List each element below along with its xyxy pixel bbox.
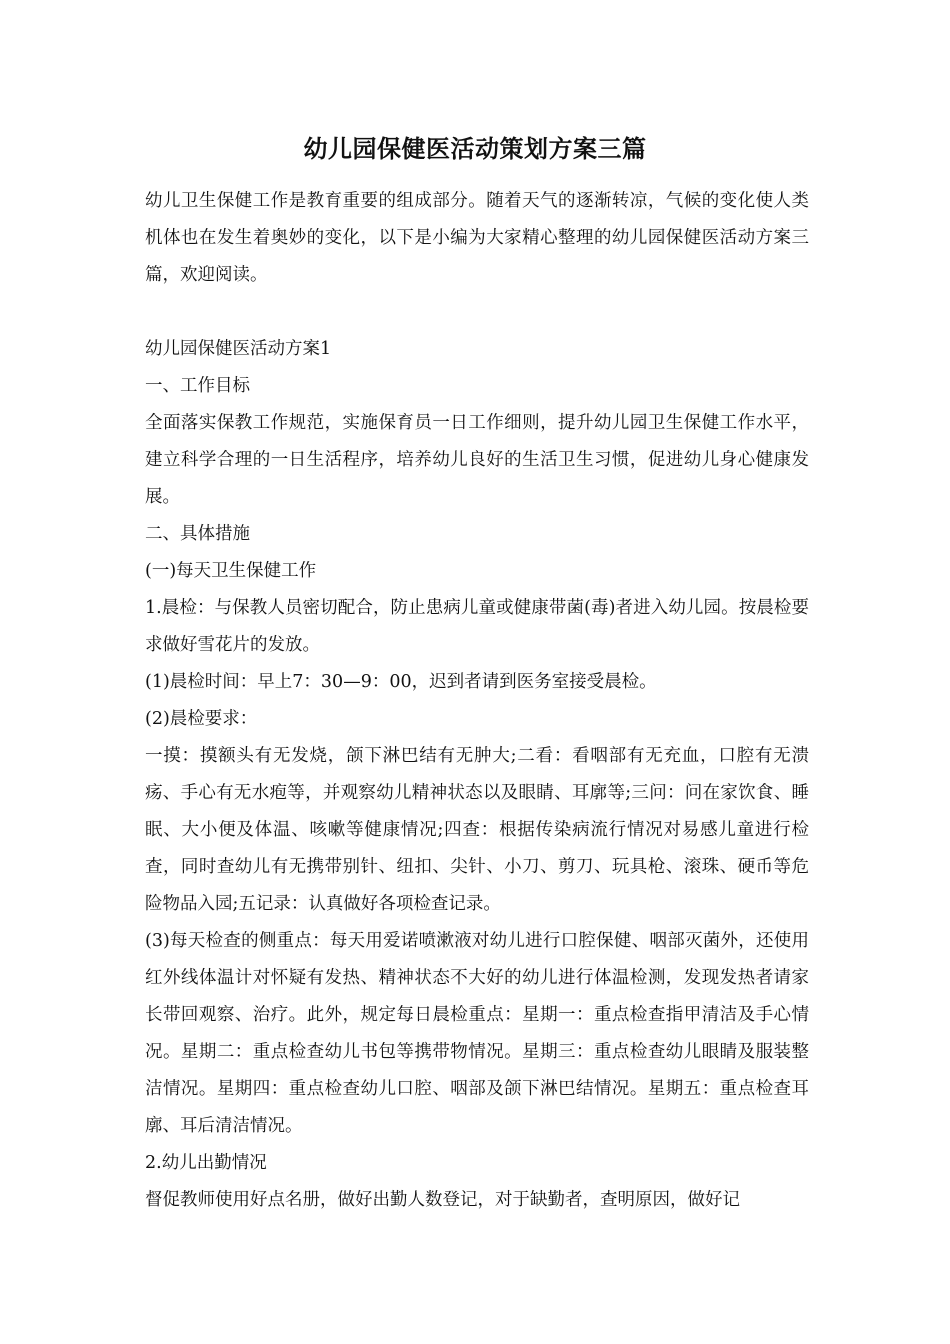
goal-heading: 一、工作目标	[145, 376, 250, 396]
intro-paragraph: 幼儿卫生保健工作是教育重要的组成部分。随着天气的逐渐转凉，气候的变化使人类机体也在发生着奥妙的变化，以下是小编为大家精心整理的幼儿园保健医活动方案三篇，欢迎阅读。	[145, 191, 809, 285]
check-time-paragraph: (1)晨检时间：早上7：30—9：00，迟到者请到医务室接受晨检。	[145, 672, 657, 692]
attendance-heading: 2.幼儿出勤情况	[145, 1153, 267, 1173]
daily-work-heading: (一)每天卫生保健工作	[145, 561, 317, 581]
document-title: 幼儿园保健医活动策划方案三篇	[303, 134, 647, 163]
document-body	[145, 183, 809, 1219]
measures-heading: 二、具体措施	[145, 524, 250, 544]
check-detail-paragraph: 一摸：摸额头有无发烧，颌下淋巴结有无肿大;二看：看咽部有无充血，口腔有无溃疡、手心有无水疱等，并观察幼儿精神状态以及眼睛、耳廓等;三问：问在家饮食、睡眠、大小便及体温、咳嗽等健康情况;四查：根据传染病流行情况对易感儿童进行检查，同时查幼儿有无携带别针、纽扣、尖针、小刀、剪刀、玩具枪、滚珠、硬币等危险物品入园;五记录：认真做好各项检查记录。	[145, 746, 809, 914]
attendance-paragraph: 督促教师使用好点名册，做好出勤人数登记，对于缺勤者，查明原因，做好记	[145, 1190, 740, 1210]
morning-check-paragraph: 1.晨检：与保教人员密切配合，防止患病儿童或健康带菌(毒)者进入幼儿园。按晨检要求做好雪花片的发放。	[145, 598, 809, 655]
paragraph-spacer	[145, 294, 809, 331]
daily-focus-paragraph: (3)每天检查的侧重点：每天用爱诺喷漱液对幼儿进行口腔保健、咽部灭菌外，还使用红外线体温计对怀疑有发热、精神状态不大好的幼儿进行体温检测，发现发热者请家长带回观察、治疗。此外，规定每日晨检重点：星期一：重点检查指甲清洁及手心情况。星期二：重点检查幼儿书包等携带物情况。星期三：重点检查幼儿眼睛及服装整洁情况。星期四：重点检查幼儿口腔、咽部及颌下淋巴结情况。星期五：重点检查耳廓、耳后清洁情况。	[145, 931, 809, 1136]
goal-paragraph: 全面落实保教工作规范，实施保育员一日工作细则，提升幼儿园卫生保健工作水平，建立科学合理的一日生活程序，培养幼儿良好的生活卫生习惯，促进幼儿身心健康发展。	[145, 413, 809, 507]
check-requirements-heading: (2)晨检要求：	[145, 709, 258, 729]
section-heading: 幼儿园保健医活动方案1	[145, 339, 332, 359]
